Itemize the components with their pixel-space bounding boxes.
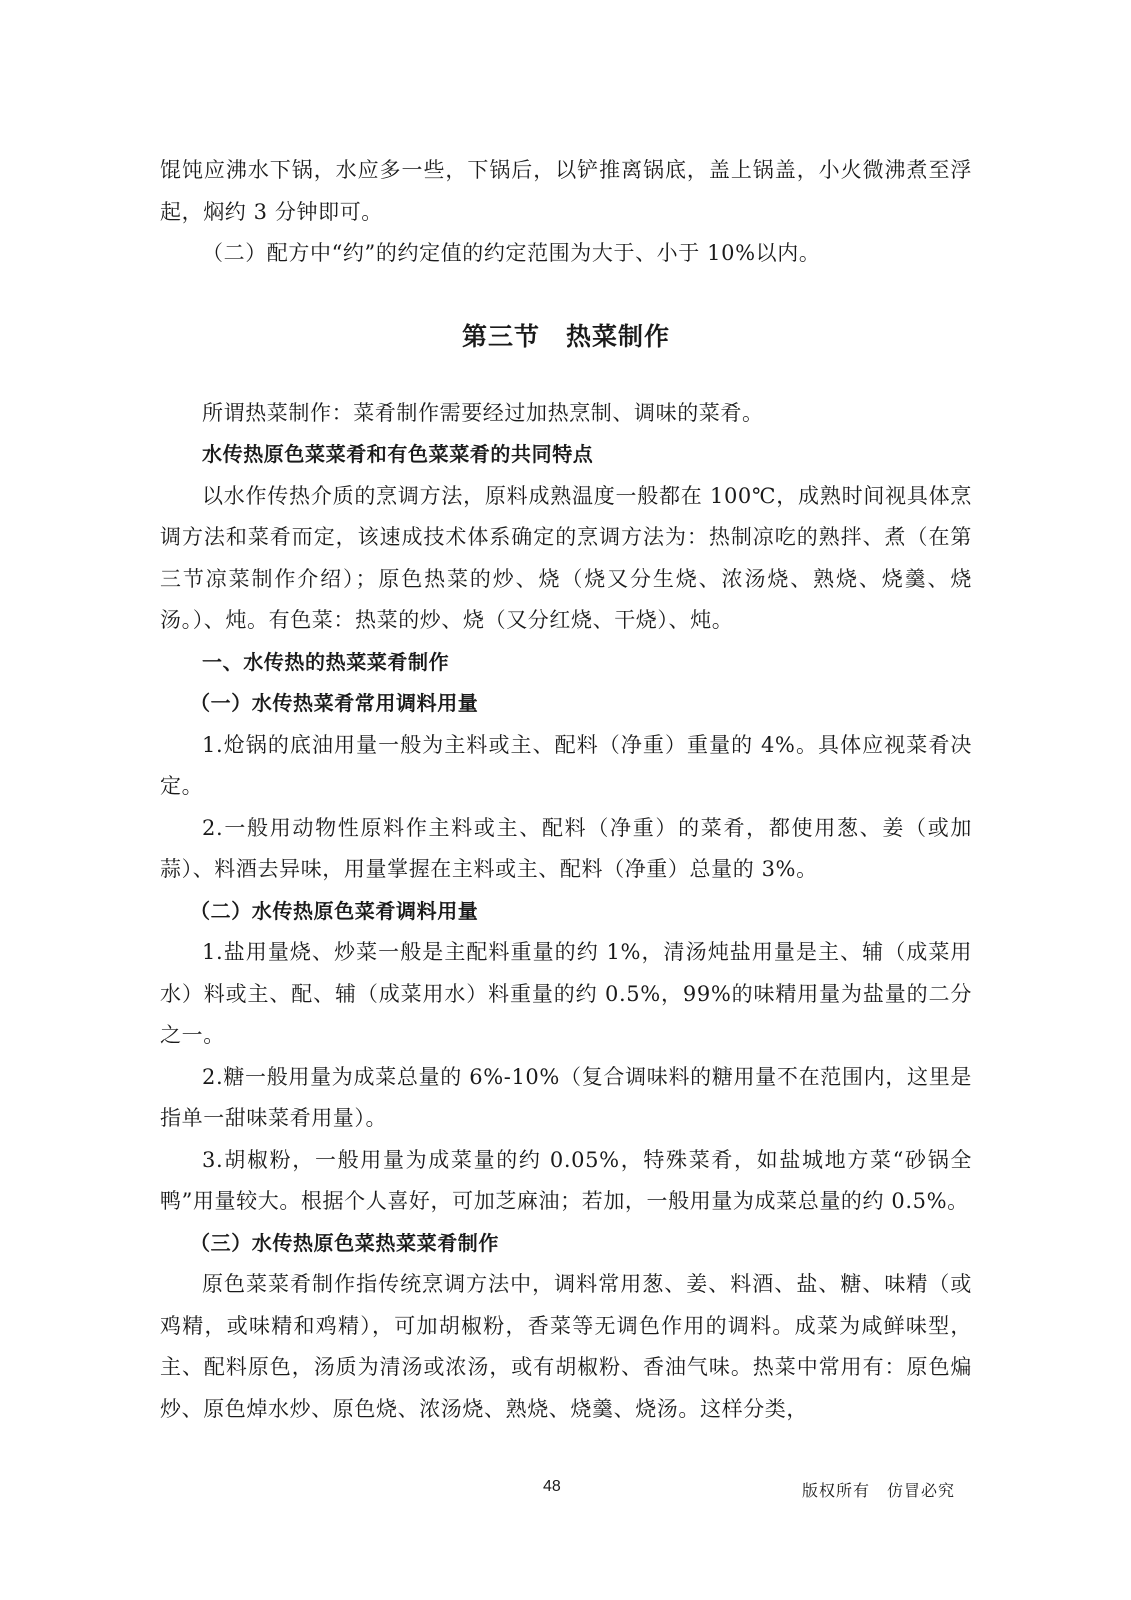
subheading: （三）水传热原色菜热菜菜肴制作 xyxy=(190,1230,499,1255)
paragraph: 以水作传热介质的烹调方法，原料成熟温度一般都在 100℃，成熟时间视具体烹调方法和菜肴而定，该速成技术体系确定的烹调方法为：热制凉吃的熟拌、煮（在第三节凉菜制作介绍）；原色热菜的炒、烧（烧又分生烧、浓汤烧、熟烧、烧羹、烧汤。）、炖。有色菜：热菜的炒、烧（又分红烧、干烧）、炖。 xyxy=(160,483,972,632)
page-number: 48 xyxy=(543,1478,561,1495)
paragraph: （二）配方中“约”的约定值的约定范围为大于、小于 10%以内。 xyxy=(202,241,821,265)
subheading: （一）水传热菜肴常用调料用量 xyxy=(190,691,479,715)
paragraph: 2.一般用动物性原料作主料或主、配料（净重）的菜肴，都使用葱、姜（或加蒜）、料酒去异味，用量掌握在主料或主、配料（净重）总量的 3%。 xyxy=(160,815,972,881)
section-title: 第三节 热菜制作 xyxy=(461,321,670,351)
paragraph: 1.盐用量烧、炒菜一般是主配料重量的约 1%，清汤炖盐用量是主、辅（成菜用水）料或主、配、辅（成菜用水）料重量的约 0.5%，99%的味精用量为盐量的二分之一。 xyxy=(160,940,972,1047)
paragraph: 2.糖一般用量为成菜总量的 6%-10%（复合调味料的糖用量不在范围内，这里是指单一甜味菜肴用量）。 xyxy=(160,1064,972,1130)
subheading: 水传热原色菜菜肴和有色菜菜肴的共同特点 xyxy=(202,442,594,466)
paragraph: 1.炝锅的底油用量一般为主料或主、配料（净重）重量的 4%。具体应视菜肴决定。 xyxy=(160,732,972,798)
page-footer xyxy=(0,1478,1131,1508)
paragraph: 原色菜菜肴制作指传统烹调方法中，调料常用葱、姜、料酒、盐、糖、味精（或鸡精，或味精和鸡精），可加胡椒粉，香菜等无调色作用的调料。成菜为咸鲜味型，主、配料原色，汤质为清汤或浓汤，或有胡椒粉、香油气味。热菜中常用有：原色煸炒、原色焯水炒、原色烧、浓汤烧、熟烧、烧羹、烧汤。这样分类， xyxy=(160,1272,972,1421)
paragraph: 3.胡椒粉，一般用量为成菜量的约 0.05%，特殊菜肴，如盐城地方菜“砂锅全鸭”用量较大。根据个人喜好，可加芝麻油；若加，一般用量为成菜总量的约 0.5%。 xyxy=(160,1147,972,1213)
subheading: 一、水传热的热菜菜肴制作 xyxy=(202,649,450,674)
paragraph: 所谓热菜制作：菜肴制作需要经过加热烹制、调味的菜肴。 xyxy=(202,400,764,425)
copyright-notice: 版权所有 仿冒必究 xyxy=(801,1481,955,1500)
paragraph: 馄饨应沸水下锅，水应多一些，下锅后，以铲推离锅底，盖上锅盖，小火微沸煮至浮起，焖约 3 分钟即可。 xyxy=(160,158,972,224)
document-body xyxy=(160,150,972,1430)
subheading: （二）水传热原色菜肴调料用量 xyxy=(190,898,479,923)
